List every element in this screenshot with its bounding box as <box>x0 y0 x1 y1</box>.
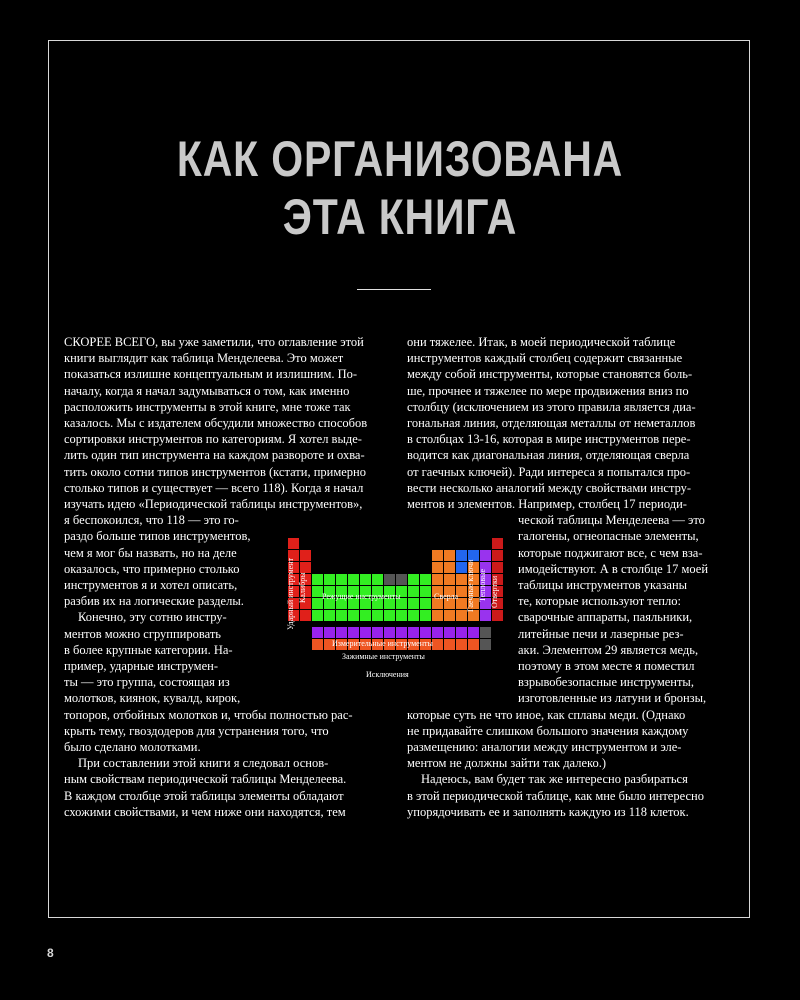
text-line: книги выглядит как таблица Менделеева. Это может <box>64 351 344 366</box>
page-title-line-2: ЭТА КНИГА <box>282 189 518 245</box>
text-line: упорядочивать ее и заполнять каждую из 118 клеток. <box>407 804 689 819</box>
table-cell <box>444 610 455 621</box>
table-cell <box>420 627 431 638</box>
text-line: инструментов каждый столбец содержит связанные <box>407 351 683 366</box>
text-line: которые суть не что иное, как сплавы меди. (Однако <box>407 707 686 722</box>
text-line: которые поджигают все, с чем вза- <box>518 545 703 560</box>
table-cell <box>420 610 431 621</box>
table-cell <box>372 574 383 585</box>
text-line: чем я мог бы назвать, но на деле <box>64 545 237 560</box>
text-line: Конечно, эту сотню инстру- <box>78 610 227 625</box>
text-line: в этой периодической таблице, как мне было интересно <box>407 788 704 803</box>
label-measuring: Измерительные инструменты <box>332 639 433 648</box>
text-line: началу, когда я начал задумываться о том, как именно <box>64 383 350 398</box>
table-cell <box>444 550 455 561</box>
table-cell <box>420 574 431 585</box>
text-line: от гаечных ключей). Ради интереса я попытался про- <box>407 464 691 479</box>
text-line: гональная линия, отделяющая металлы от неметаллов <box>407 416 696 430</box>
table-cell <box>432 550 443 561</box>
text-line: ментов можно сгруппировать <box>64 626 221 641</box>
text-line: изготовленные из латуни и бронзы, <box>518 691 707 706</box>
text-line: я беспокоился, что 118 — это го- <box>64 513 239 528</box>
text-line: таблицы инструментов указаны <box>518 578 688 592</box>
page-title-line-1: КАК ОРГАНИЗОВАНА <box>176 131 624 187</box>
text-line: расположить инструменты в этой книге, мне тоже так <box>64 399 351 414</box>
table-cell <box>480 639 491 650</box>
text-line: молотков, киянок, кувалд, кирок, <box>64 691 241 706</box>
label-wrenches: Гаечные ключи <box>466 559 475 612</box>
table-cell <box>408 598 419 609</box>
text-line: изучать идею «Периодической таблицы инструментов», <box>64 497 363 511</box>
text-line: оказалось, что примерно столько <box>64 561 240 576</box>
table-cell <box>288 538 299 549</box>
table-cell <box>480 627 491 638</box>
table-cell <box>372 610 383 621</box>
table-cell <box>396 610 407 621</box>
text-line: столбцу (исключением из этого правила является диа- <box>407 399 696 414</box>
text-line: не придавайте слишком большого значения каждому <box>407 723 689 738</box>
label-screwdrivers: Отвертки <box>490 575 499 608</box>
table-cell <box>444 639 455 650</box>
text-line: ментом не должны зайти так далеко.) <box>407 756 606 771</box>
label-heat: Тепловые <box>478 568 487 602</box>
table-cell <box>492 538 503 549</box>
table-cell <box>408 586 419 597</box>
table-cell <box>396 627 407 638</box>
table-cell <box>444 574 455 585</box>
text-line: ментов и элементов. Например, столбец 17 периоди- <box>407 497 687 511</box>
table-cell <box>468 639 479 650</box>
text-line: имодействуют. А в столбце 17 моей <box>518 561 709 576</box>
text-line: литейные печи и лазерные рез- <box>518 626 684 641</box>
text-line: размещению: аналогии между инструментом и эле- <box>407 740 682 754</box>
text-line: вести несколько аналогий между свойствами инстру- <box>407 480 692 495</box>
table-cell <box>312 574 323 585</box>
table-cell <box>312 639 323 650</box>
text-line: В каждом столбце этой таблицы элементы обладают <box>64 788 344 803</box>
table-cell <box>300 550 311 561</box>
text-line: поэтому в этом месте я поместил <box>518 659 695 673</box>
table-cell <box>480 550 491 561</box>
text-line: ческой таблицы Менделеева — это <box>518 513 705 528</box>
page-number: 8 <box>47 946 54 960</box>
table-cell <box>468 627 479 638</box>
table-cell <box>432 639 443 650</box>
table-cell <box>348 574 359 585</box>
text-line: топоров, отбойных молотков и, чтобы полностью рас- <box>64 707 353 722</box>
text-line: в столбцах 13-16, которая в мире инструментов пере- <box>407 432 691 447</box>
table-cell <box>456 639 467 650</box>
table-cell <box>372 627 383 638</box>
text-line: раздо больше типов инструментов, <box>64 529 251 544</box>
text-line: схожими свойствами, и чем ниже они находятся, тем <box>64 804 346 819</box>
text-line: ным свойствам периодической таблицы Менделеева. <box>64 772 347 787</box>
table-cell <box>348 610 359 621</box>
text-line: казалось. Мы с издателем обсудили множество способов <box>64 416 368 430</box>
label-exceptions: Исключения <box>366 670 409 679</box>
table-cell <box>456 627 467 638</box>
text-line: взрывобезопасные инструменты, <box>518 675 694 690</box>
text-line: было сделано молотками. <box>64 740 201 754</box>
text-line: При составлении этой книги я следовал основ- <box>78 756 329 771</box>
text-line: лить один тип инструмента на каждом развороте и охва- <box>64 448 365 463</box>
text-line: они тяжелее. Итак, в моей периодической таблице <box>407 335 676 349</box>
text-line: пример, ударные инструмен- <box>64 659 218 673</box>
text-line: в более крупные категории. На- <box>64 642 233 657</box>
text-line: тить около сотни типов инструментов (кстати, примерно <box>64 464 366 479</box>
table-cell <box>336 574 347 585</box>
table-cell <box>480 610 491 621</box>
text-line: аки. Элементом 29 является медь, <box>518 642 699 657</box>
table-cell <box>324 610 335 621</box>
table-cell <box>444 562 455 573</box>
table-cell <box>432 574 443 585</box>
table-cell <box>360 610 371 621</box>
table-cell <box>360 574 371 585</box>
periodic-table-figure <box>282 530 512 690</box>
text-line: ше, прочнее и тяжелее по мере продвижения вниз по <box>407 383 689 398</box>
label-clamping: Зажимные инструменты <box>342 652 425 661</box>
text-line: те, которые используют тепло: <box>518 594 681 609</box>
label-striking: Ударный инструмент <box>286 558 295 630</box>
table-cell <box>492 550 503 561</box>
table-cell <box>396 574 407 585</box>
table-cell <box>324 627 335 638</box>
table-cell <box>300 610 311 621</box>
text-line: крыть тему, гвоздодеров для устранения того, что <box>64 723 329 738</box>
text-line: СКОРЕЕ ВСЕГО, вы уже заметили, что оглавление этой <box>64 335 364 349</box>
label-drills: Сверла <box>434 592 459 601</box>
text-line: галогены, огнеопасные элементы, <box>518 529 699 544</box>
table-cell <box>312 610 323 621</box>
table-cell <box>384 610 395 621</box>
text-line: сварочные аппараты, паяльники, <box>518 610 693 625</box>
table-cell <box>432 627 443 638</box>
text-line: сортировки инструментов по категориям. Я хотел выде- <box>64 432 362 447</box>
table-cell <box>492 562 503 573</box>
text-line: инструментов я и хотел описать, <box>64 578 238 592</box>
label-calipers: Калибры <box>298 572 307 603</box>
table-cell <box>420 598 431 609</box>
table-cell <box>336 610 347 621</box>
table-cell <box>384 574 395 585</box>
table-cell <box>324 574 335 585</box>
table-cell <box>336 627 347 638</box>
label-cutting: Режущие инструменты <box>322 592 401 601</box>
text-line: ты — это группа, состоящая из <box>64 675 230 690</box>
text-line: показаться излишне концептуальным и излишним. По- <box>64 367 358 382</box>
table-cell <box>432 562 443 573</box>
table-cell <box>408 574 419 585</box>
text-line: между собой инструменты, которые становятся боль- <box>407 367 693 382</box>
table-cell <box>420 586 431 597</box>
text-line: столько типов и существует — всего 118). Когда я начал <box>64 480 364 495</box>
table-cell <box>408 627 419 638</box>
text-line: Надеюсь, вам будет так же интересно разбираться <box>421 772 688 787</box>
text-line: водится как диагональная линия, отделяющая сверла <box>407 448 690 463</box>
table-cell <box>360 627 371 638</box>
text-line: разбив их на логические разделы. <box>64 594 244 609</box>
table-cell <box>492 610 503 621</box>
table-cell <box>384 627 395 638</box>
title-divider <box>357 289 431 290</box>
table-cell <box>444 627 455 638</box>
table-cell <box>312 627 323 638</box>
table-cell <box>408 610 419 621</box>
table-cell <box>432 610 443 621</box>
table-cell <box>348 627 359 638</box>
